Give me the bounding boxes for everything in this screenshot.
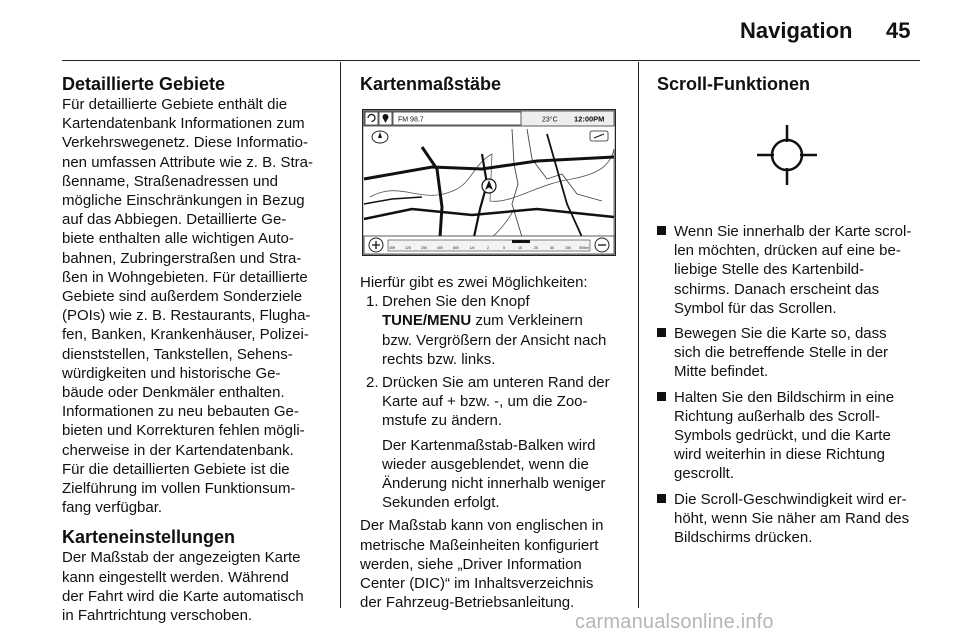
running-header-title: Navigation <box>740 18 853 43</box>
scale-label: 800 <box>453 246 459 250</box>
scale-label: 150 <box>565 246 571 250</box>
knob-name: TUNE/MENU <box>382 312 472 330</box>
scale-label: 2 <box>487 246 489 250</box>
text-line: bzw. Vergrößern der Ansicht nach <box>382 331 607 349</box>
text-line: Die Scroll-Geschwindigkeit wird er- <box>674 490 907 508</box>
text-line: Drehen Sie den Knopf <box>382 293 530 311</box>
paragraph-units <box>360 516 628 612</box>
right-column <box>657 74 921 95</box>
heading-map-scales: Kartenmaßstäbe <box>360 74 502 94</box>
text-line: cherweise in der Kartendatenbank. <box>62 441 294 459</box>
text-line: Für die detaillierten Gebiete ist die <box>62 460 290 478</box>
text-line: len möchten, drücken auf eine be- <box>674 242 901 260</box>
scale-label: 40ft <box>389 246 395 250</box>
text-line: fen, Banken, Krankenhäuser, Polizei- <box>62 326 309 344</box>
text-line: Mitte befindet. <box>674 363 769 381</box>
text-line: der Fahrt wird die Karte automatisch <box>62 587 304 605</box>
list-item <box>657 222 921 318</box>
left-column <box>62 74 334 625</box>
bullet-square <box>657 226 666 235</box>
map-screen-illustration <box>362 109 616 256</box>
scale-label: 250 <box>421 246 427 250</box>
watermark: carmanualsonline.info <box>575 611 774 633</box>
text-line: liebige Stelle des Kartenbild- <box>674 261 865 279</box>
text-line: sich die betreffende Stelle in der <box>674 344 889 362</box>
text-line: ßenname, Straßenadressen und <box>62 172 278 190</box>
text-line: biete enthalten alle wichtigen Auto- <box>62 230 294 248</box>
text-line: bieten und Korrekturen fehlen mögli- <box>62 422 305 440</box>
text-line: höht, wenn Sie näher am Rand des <box>674 509 910 527</box>
text-line: Der Kartenmaßstab-Balken wird <box>382 436 596 454</box>
text-line: metrische Maßeinheiten konfiguriert <box>360 536 599 554</box>
text-line: Gebiete sind außerdem Sonderziele <box>62 288 303 306</box>
list-item <box>360 373 628 512</box>
text-line: mögliche Einschränkungen in Bezug <box>62 192 305 210</box>
text-line: Kartendatenbank Informationen zum <box>62 115 305 133</box>
heading-map-settings: Karteneinstellungen <box>62 527 236 548</box>
scale-label: 500mi <box>579 246 589 250</box>
text-line: Der Maßstab kann von englischen in <box>360 517 604 535</box>
scale-label: 5 <box>503 246 505 250</box>
column-divider-2 <box>638 62 639 608</box>
zoom-scale-bar <box>388 240 590 251</box>
scale-label: 25 <box>534 246 538 250</box>
text-line: schirms. Danach erscheint das <box>674 280 880 298</box>
bullet-square <box>657 392 666 401</box>
text-line: Richtung außerhalb des Scroll- <box>674 407 880 425</box>
scroll-bullets <box>657 222 921 553</box>
text-line: zum Verkleinern <box>471 312 583 330</box>
middle-column-text <box>360 273 628 612</box>
text-line: Informationen zu neu bebauten Ge- <box>62 403 299 421</box>
text-line: Verkehrswegenetz. Diese Informatio- <box>62 134 308 152</box>
middle-column <box>360 74 632 95</box>
text-line: Bildschirms drücken. <box>674 529 813 547</box>
text-line: gescrollt. <box>674 465 735 483</box>
temperature-label: 23°C <box>542 116 558 124</box>
bullet-square <box>657 328 666 337</box>
clock-label: 12:00PM <box>574 114 605 124</box>
paragraph-map-settings <box>62 548 334 625</box>
paragraph-detailed-areas <box>62 95 334 517</box>
radio-station-label: FM 98.7 <box>398 116 424 124</box>
list-item <box>360 292 628 369</box>
heading-detailed-areas: Detaillierte Gebiete <box>62 74 226 94</box>
text-line: Sekunden erfolgt. <box>382 494 500 512</box>
text-line: rechts bzw. links. <box>382 350 496 368</box>
text-line: Für detaillierte Gebiete enthält die <box>62 96 288 113</box>
scale-label: 400 <box>437 246 443 250</box>
text-line: auf das Abbiegen. Detaillierte Ge- <box>62 211 287 229</box>
page-number: 45 <box>886 18 911 43</box>
list-item <box>657 490 921 548</box>
text-line: Zielführung im vollen Funktionsum- <box>62 480 296 498</box>
text-line: Der Maßstab der angezeigten Karte <box>62 549 301 567</box>
text-line: ßen in Wohngebieten. Für detaillierte <box>62 268 308 286</box>
text-line: der Fahrzeug-Betriebsanleitung. <box>360 594 575 612</box>
header-rule <box>62 60 920 61</box>
list-item <box>657 388 921 484</box>
text-line: in Fahrtrichtung verschoben. <box>62 607 253 625</box>
text-line: würdigkeiten und historische Ge- <box>62 364 281 382</box>
text-line: mstufe zu ändern. <box>382 412 503 430</box>
text-line: bahnen, Zubringerstraßen und Stra- <box>62 249 302 267</box>
crosshair-icon <box>752 120 822 190</box>
text-line: Änderung nicht innerhalb weniger <box>382 475 606 493</box>
heading-scroll-functions: Scroll-Funktionen <box>657 74 810 94</box>
text-line: wird weiterhin in diese Richtung <box>674 446 885 464</box>
text-line: Bewegen Sie die Karte so, dass <box>674 325 887 343</box>
list-number: 1. <box>366 293 379 311</box>
text-line: Wenn Sie innerhalb der Karte scrol- <box>674 223 912 240</box>
zoom-steps-list <box>360 292 628 512</box>
intro-text: Hierfür gibt es zwei Möglichkeiten: <box>360 274 588 291</box>
scroll-bullet-list <box>657 222 921 547</box>
column-divider-1 <box>340 62 341 608</box>
text-line: Center (DIC)“ im Inhaltsverzeichnis <box>360 575 594 593</box>
text-line: Halten Sie den Bildschirm in eine <box>674 388 895 406</box>
text-line: (POIs) wie z. B. Restaurants, Flugha- <box>62 307 311 325</box>
list-number: 2. <box>366 374 379 392</box>
text-line: dienststellen, Tankstellen, Sehens- <box>62 345 293 363</box>
scale-label: 15 <box>518 246 522 250</box>
text-line: werden, siehe „Driver Information <box>360 555 582 573</box>
list-item <box>657 324 921 382</box>
text-line: fang verfügbar. <box>62 499 163 517</box>
text-line: Symbol für das Scrollen. <box>674 299 837 317</box>
text-line: bäude oder Denkmäler enthalten. <box>62 384 285 402</box>
scale-label: 125 <box>405 246 411 250</box>
text-line: Drücken Sie am unteren Rand der <box>382 374 610 392</box>
scale-label: 1/4 <box>469 246 475 250</box>
scale-label: 50 <box>550 246 554 250</box>
text-line: nen umfassen Attribute wie z. B. Stra- <box>62 153 313 171</box>
text-line: Symbols gedrückt, und die Karte <box>674 427 891 445</box>
text-line: wieder ausgeblendet, wenn die <box>382 455 589 473</box>
bullet-square <box>657 494 666 503</box>
text-line: kann eingestellt werden. Während <box>62 568 289 586</box>
text-line: Karte auf + bzw. -, um die Zoo- <box>382 393 588 411</box>
